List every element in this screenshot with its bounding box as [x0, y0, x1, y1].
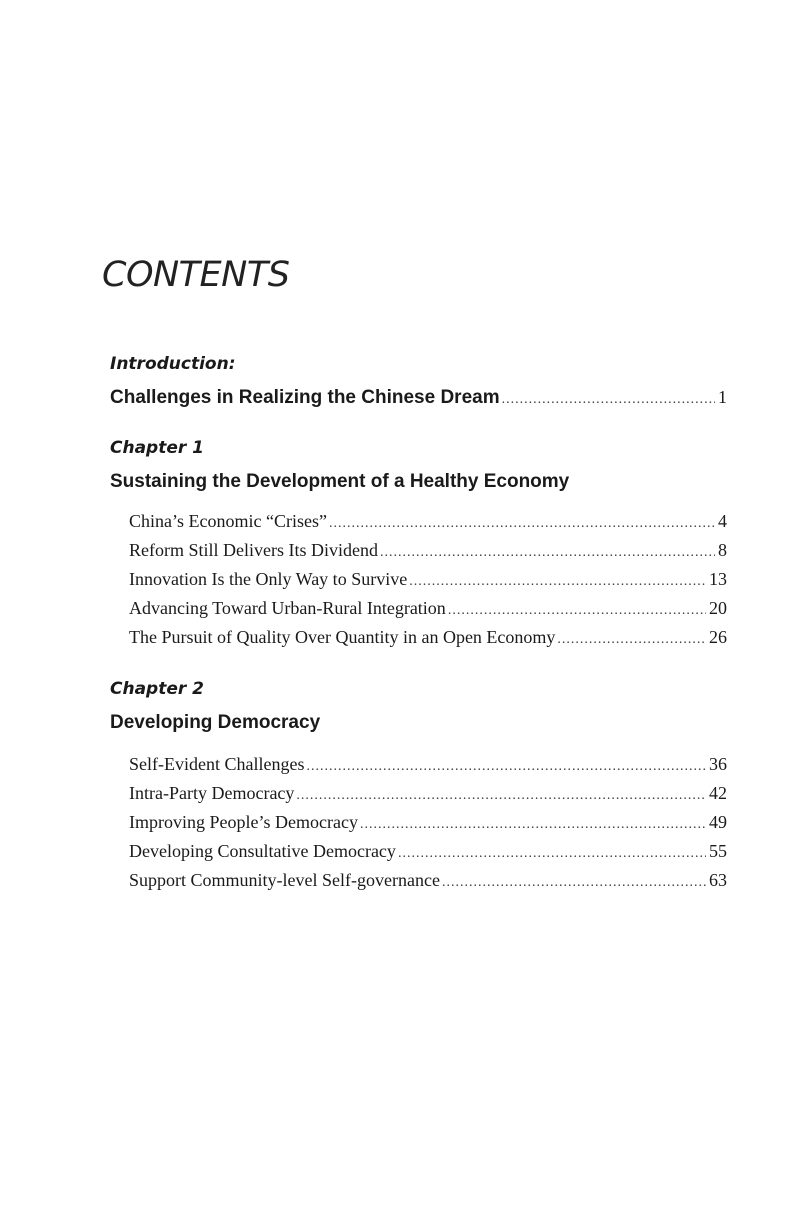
- dot-leader: [380, 546, 715, 560]
- page-number: 4: [718, 511, 727, 531]
- entry-title: Advancing Toward Urban-Rural Integration: [129, 598, 446, 618]
- toc-entry[interactable]: [129, 871, 727, 890]
- toc-entry[interactable]: [129, 628, 727, 647]
- dot-leader: [448, 604, 706, 618]
- chapter-1-label: Chapter 1: [110, 438, 205, 458]
- toc-entry[interactable]: [129, 842, 727, 861]
- page-number: 42: [709, 783, 727, 803]
- entry-title: The Pursuit of Quality Over Quantity in an Open Economy: [129, 627, 556, 647]
- entry-title: China’s Economic “Crises”: [129, 511, 327, 531]
- page-number: 55: [709, 841, 727, 861]
- dot-leader: [360, 818, 706, 832]
- dot-leader: [398, 847, 706, 861]
- dot-leader: [409, 575, 706, 589]
- toc-entry[interactable]: [129, 599, 727, 618]
- toc-entry[interactable]: [129, 541, 727, 560]
- dot-leader: [502, 393, 715, 407]
- dot-leader: [557, 633, 706, 647]
- chapter-1-heading: Sustaining the Development of a Healthy Economy: [110, 471, 570, 492]
- page-number: 20: [709, 598, 727, 618]
- page-number: 26: [709, 627, 727, 647]
- dot-leader: [442, 876, 706, 890]
- page-number: 36: [709, 754, 727, 774]
- entry-title: Developing Consultative Democracy: [129, 841, 396, 861]
- page-number: 8: [718, 540, 727, 560]
- entry-title: Reform Still Delivers Its Dividend: [129, 540, 378, 560]
- toc-entry[interactable]: [129, 512, 727, 531]
- entry-title: Self-Evident Challenges: [129, 754, 305, 774]
- page-title: CONTENTS: [102, 255, 290, 295]
- page-number: 49: [709, 812, 727, 832]
- page-number: 1: [718, 387, 727, 407]
- entry-title: Improving People’s Democracy: [129, 812, 358, 832]
- chapter-2-label: Chapter 2: [110, 679, 205, 699]
- dot-leader: [306, 760, 706, 774]
- dot-leader: [329, 517, 715, 531]
- page-number: 13: [709, 569, 727, 589]
- introduction-label: Introduction:: [110, 354, 236, 374]
- entry-title: Support Community-level Self-governance: [129, 870, 440, 890]
- entry-title: Innovation Is the Only Way to Survive: [129, 569, 408, 589]
- toc-entry[interactable]: [129, 813, 727, 832]
- toc-row-introduction[interactable]: [110, 388, 727, 407]
- introduction-heading: Challenges in Realizing the Chinese Dream: [110, 387, 500, 408]
- toc-entry[interactable]: [129, 755, 727, 774]
- dot-leader: [296, 789, 706, 803]
- toc-entry[interactable]: [129, 570, 727, 589]
- page-number: 63: [709, 870, 727, 890]
- toc-entry[interactable]: [129, 784, 727, 803]
- chapter-2-heading: Developing Democracy: [110, 712, 321, 733]
- entry-title: Intra-Party Democracy: [129, 783, 295, 803]
